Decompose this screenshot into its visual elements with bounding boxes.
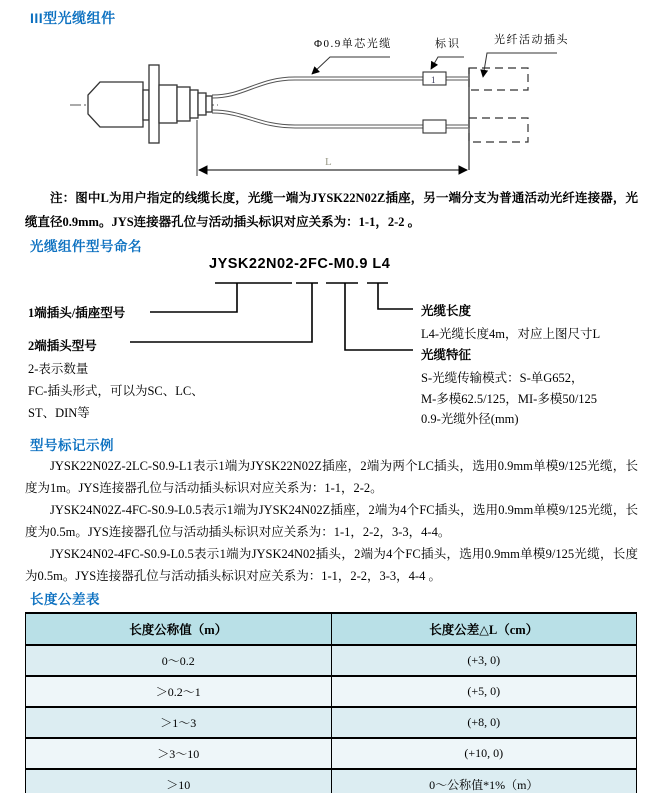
dimension-label: L: [325, 156, 332, 168]
cable-assembly-drawing: [0, 28, 661, 190]
examples-heading: 型号标记示例: [30, 438, 114, 453]
model-number: JYSK22N02-2FC-M0.9 L4: [209, 256, 391, 272]
marking-number-top: 1: [431, 75, 436, 85]
cell-nominal: ＞3～10: [26, 738, 332, 769]
table-row: [26, 645, 637, 676]
table-row: [26, 707, 637, 738]
label-cable-length: 光缆长度: [421, 304, 472, 318]
desc-cable-length: L4-光缆长度4m，对应上图尺寸L: [421, 327, 601, 341]
label-end2-type: 2端插头型号: [28, 339, 97, 353]
page-title: III型光缆组件: [30, 10, 116, 26]
desc-plug-form-line1: FC-插头形式，可以为SC、LC、: [28, 384, 204, 398]
label-cable-feature: 光缆特征: [421, 348, 472, 362]
desc-quantity: 2-表示数量: [28, 362, 89, 376]
column-header-tolerance: 长度公差△L（cm）: [331, 613, 637, 645]
cell-tolerance: (+8, 0): [331, 707, 637, 738]
desc-feature-line3: 0.9-光缆外径(mm): [421, 412, 519, 426]
example-paragraph: JYSK24N02Z-4FC-S0.9-L0.5表示1端为JYSK24N02Z插座，2端为4个FC插头，选用0.9mm单模9/125光缆，长度为0.5m。JYS连接器孔位与活动插头标识对应关系为：1-1，2-2，3-3，4-4。: [25, 503, 638, 539]
plug-outline-bottom: [469, 118, 528, 142]
tolerance-table: [25, 612, 637, 793]
naming-heading: 光缆组件型号命名: [30, 239, 142, 254]
note-text: 注：图中L为用户指定的线缆长度，光缆一端为JYSK22N02Z插座，另一端分支为普通活动光纤连接器，光缆直径0.9mm。JYS连接器孔位与活动插头标识对应关系为：1-1，2-2 。: [25, 191, 638, 229]
marking-sleeve-bottom: [423, 120, 446, 133]
cell-tolerance: (+10, 0): [331, 738, 637, 769]
tolerance-table-wrap: [25, 612, 637, 793]
plug-outline-top: [469, 68, 528, 90]
tolerance-heading: 长度公差表: [30, 592, 100, 607]
label-marking: 标识: [435, 38, 461, 50]
cell-tolerance: (+5, 0): [331, 676, 637, 707]
table-row: [26, 769, 637, 793]
desc-feature-line1: S-光缆传输模式：S-单G652，: [421, 371, 584, 385]
cell-nominal: ＞1～3: [26, 707, 332, 738]
desc-plug-form-line2: ST、DIN等: [28, 406, 90, 420]
connector-body: [88, 65, 212, 143]
table-row: [26, 676, 637, 707]
cell-tolerance: (+3, 0): [331, 645, 637, 676]
cell-nominal: ＞0.2～1: [26, 676, 332, 707]
label-plug: 光纤活动插头: [494, 34, 569, 46]
examples-block: [25, 455, 638, 587]
column-header-nominal-length: 长度公称值（m）: [26, 613, 332, 645]
cell-nominal: 0～0.2: [26, 645, 332, 676]
label-end1-type: 1端插头/插座型号: [28, 306, 126, 320]
desc-feature-line2: M-多模62.5/125，MI-多模50/125: [421, 392, 598, 406]
label-cable: Φ0.9单芯光缆: [314, 38, 392, 50]
table-row: [26, 738, 637, 769]
cell-tolerance: 0～公称值*1%（m）: [331, 769, 637, 793]
table-header-row: [26, 613, 637, 645]
example-paragraph: JYSK24N02-4FC-S0.9-L0.5表示1端为JYSK24N02插头，2端为4个FC插头，选用0.9mm单模9/125光缆，长度为0.5m。JYS连接器孔位与活动插头标识对应关系为：1-1，2-2，3-3，4-4 。: [25, 547, 638, 583]
example-paragraph: JYSK22N02Z-2LC-S0.9-L1表示1端为JYSK22N02Z插座，2端为两个LC插头，选用0.9mm单模9/125光缆，长度为1m。JYS连接器孔位与活动插头标识对应关系为：1-1，2-2。: [25, 459, 638, 495]
cell-nominal: ＞10: [26, 769, 332, 793]
